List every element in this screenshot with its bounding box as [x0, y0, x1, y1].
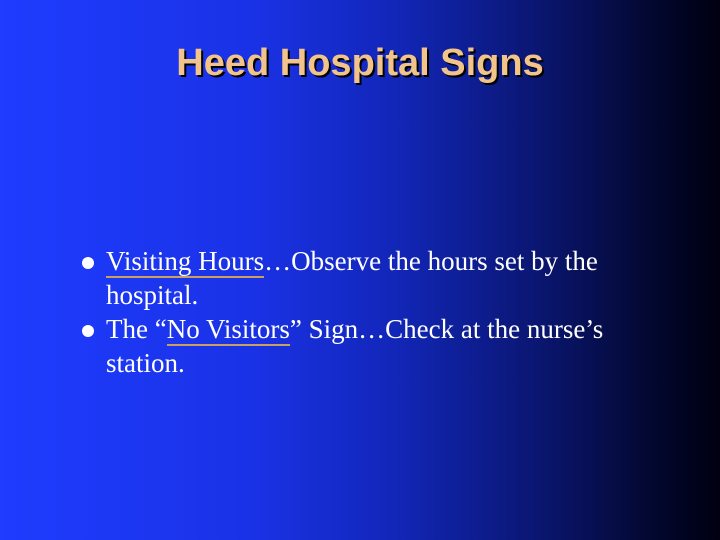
no-visitors-prefix: The “ [106, 314, 167, 344]
bullet-list [80, 244, 680, 380]
bullet-dot-icon [82, 257, 94, 269]
no-visitors-text: ” Sign…Check at the nurse’s station. [106, 314, 604, 378]
bullet-dot-icon [82, 325, 94, 337]
slide-title: Heed Hospital Signs [176, 42, 544, 84]
bullet-visiting-hours [80, 244, 680, 312]
no-visitors-link[interactable]: No Visitors [166, 314, 290, 344]
bullet-no-visitors [80, 312, 680, 380]
visiting-hours-text: …Observe the hours set by the hospital. [106, 246, 598, 310]
visiting-hours-link[interactable]: Visiting Hours [106, 246, 265, 276]
